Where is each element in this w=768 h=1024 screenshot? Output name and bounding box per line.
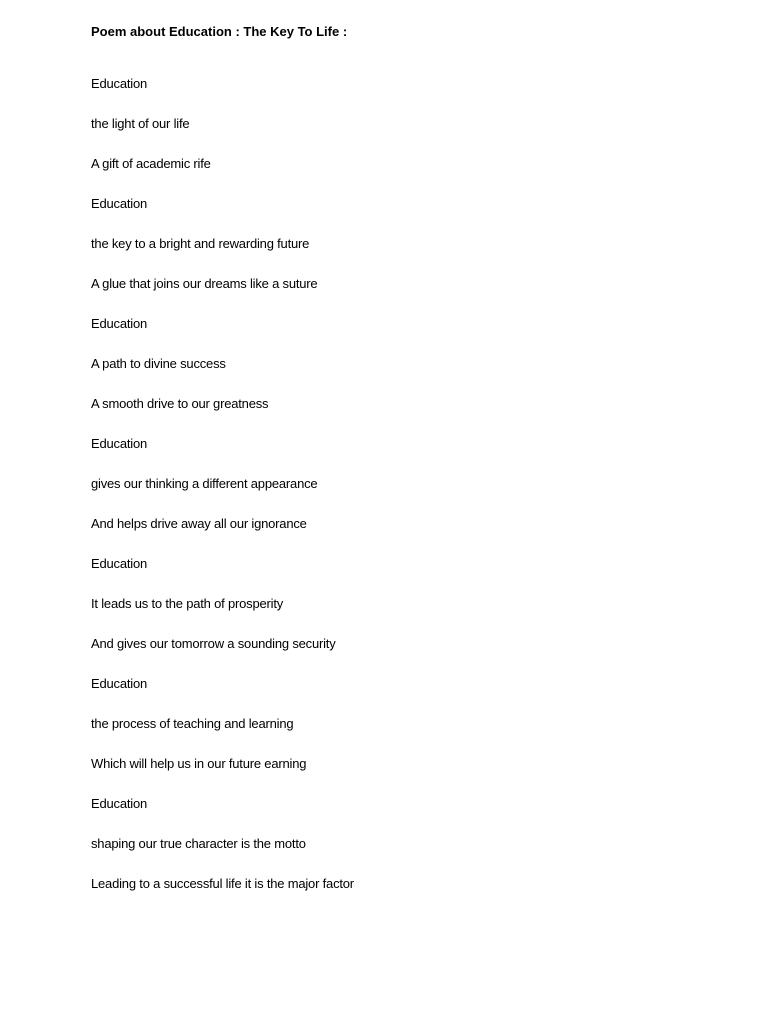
poem-line: shaping our true character is the motto [91,836,306,851]
poem-line: the process of teaching and learning [91,716,294,731]
poem-line: A gift of academic rife [91,156,211,171]
poem-line: Education [91,556,148,571]
poem-line: Education [91,436,148,451]
poem-line: Leading to a successful life it is the major factor [91,876,354,891]
poem-line: the key to a bright and rewarding future [91,236,310,251]
poem-line: Education [91,796,148,811]
poem-line: Education [91,676,148,691]
poem-line: A glue that joins our dreams like a suture [91,276,318,291]
poem-lines [91,75,354,915]
poem-line: It leads us to the path of prosperity [91,596,284,611]
poem-line: A path to divine success [91,356,226,371]
poem-title: Poem about Education : The Key To Life : [91,24,348,39]
poem-line: A smooth drive to our greatness [91,396,269,411]
poem-line: Education [91,76,148,91]
poem-line: Which will help us in our future earning [91,756,307,771]
poem-line: And gives our tomorrow a sounding security [91,636,336,651]
poem-line: the light of our life [91,116,190,131]
poem-line: gives our thinking a different appearance [91,476,318,491]
poem-line: And helps drive away all our ignorance [91,516,307,531]
poem-line: Education [91,196,148,211]
poem-line: Education [91,316,148,331]
